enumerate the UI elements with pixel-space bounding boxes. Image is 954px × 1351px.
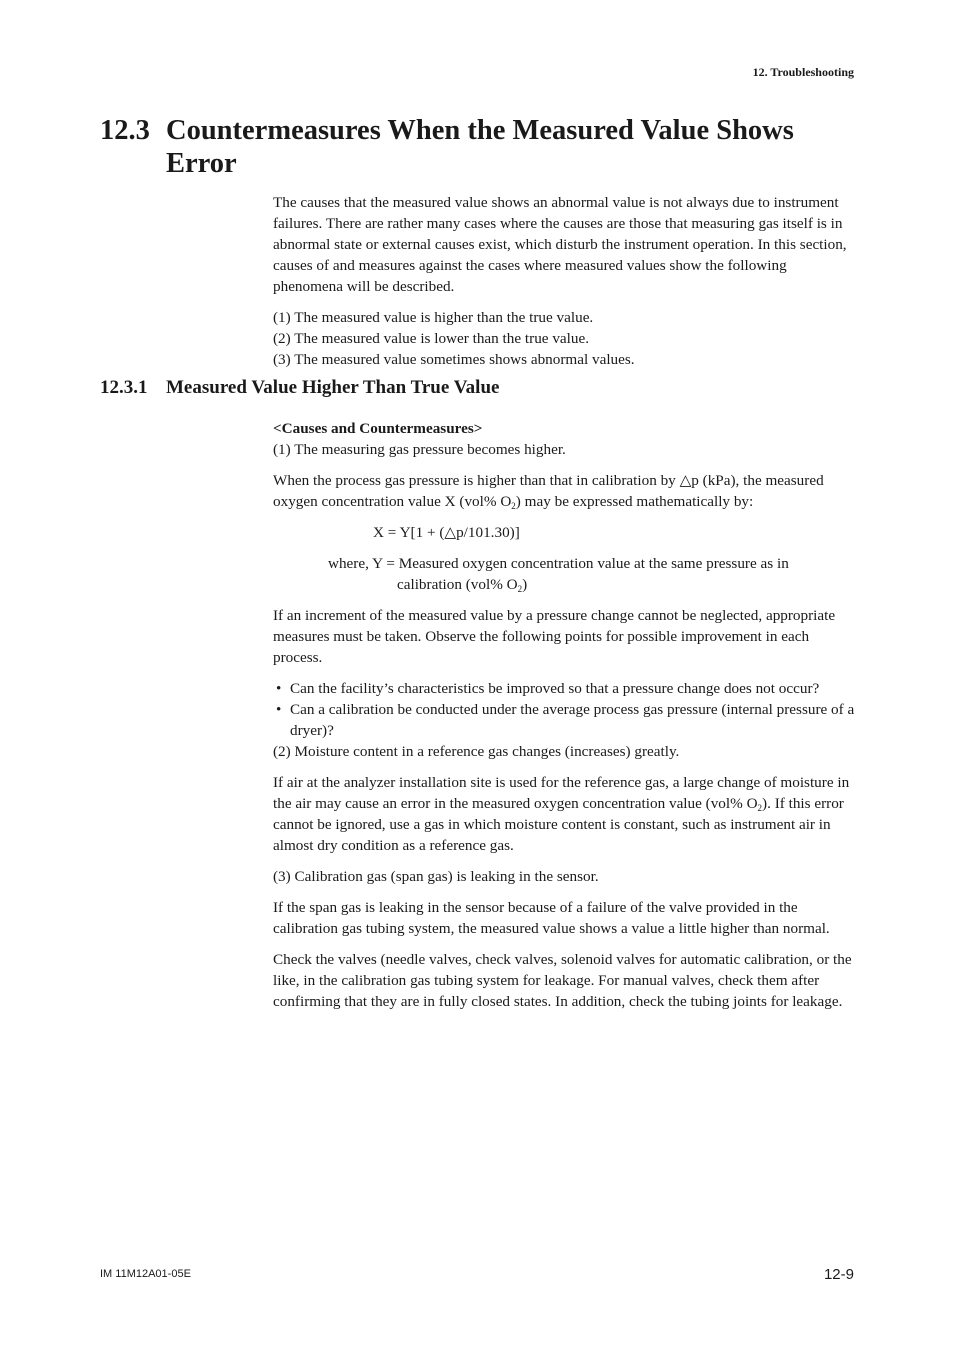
section-number: 12.3 [100,115,150,146]
formula-where-clause: where, Y = Measured oxygen concentration value at the same pressure as in calibration (vol% $O_2$) [328,555,789,594]
subsection-heading [100,377,499,399]
section-title [100,114,860,180]
causes-heading: <Causes and Countermeasures> [273,420,483,437]
document-id: IM 11M12A01-05E [100,1268,191,1280]
subsection-number: 12.3.1 [100,377,148,398]
cause-3-title: (3) Calibration gas (span gas) is leaking in the sensor. [273,868,599,885]
phenomena-list [273,307,857,370]
bullet-item: • Can the facility’s characteristics be improved so that a pressure change does not occur? [273,678,857,699]
page-number: 12-9 [823,1266,854,1283]
pressure-formula: X = Y[1 + (△p/101.30)] [373,524,520,541]
running-header: 12. Troubleshooting [752,65,854,79]
cause-2-paragraph: If air at the analyzer installation site is used for the reference gas, a large change of moisture in the air may cause an error in the measured oxygen concentration value (vol% $O_2$). If this error cannot be ignored, use a gas in which moisture content is constant, such as instrument air in almost dry condition as a reference gas. [273,774,850,854]
bullet-marker: • [276,680,282,697]
section-intro-block [273,192,857,380]
cause-3-paragraph-2: Check the valves (needle valves, check valves, solenoid valves for automatic calibration, or the like, in the calibration gas tubing system for leakage. For manual valves, check them after confirming that they are in fully closed states. In addition, check the tubing joints for leakage. [273,951,852,1010]
bullet-marker: • [276,701,282,718]
section-title-text: Countermeasures When the Measured Value Shows Error [166,115,794,179]
improvement-bullets [273,678,857,741]
cause-1-paragraph: When the process gas pressure is higher than that in calibration by △p (kPa), the measured oxygen concentration value X (vol% $O_2$) may be expressed mathematically by: [273,472,824,511]
subsection-title: Measured Value Higher Than True Value [166,377,500,398]
phenomenon-item: (2) The measured value is lower than the true value. [273,330,590,347]
cause-1-title: (1) The measuring gas pressure becomes higher. [273,441,566,458]
cause-3-paragraph-1: If the span gas is leaking in the sensor because of a failure of the valve provided in the calibration gas tubing system, the measured value shows a value a little higher than normal. [273,899,830,937]
phenomenon-item: (1) The measured value is higher than the true value. [273,309,594,326]
intro-paragraph: The causes that the measured value shows an abnormal value is not always due to instrument failures. There are rather many cases where the causes are those that measuring gas itself is in abnormal state or external causes exist, which disturb the instrument operation. In this section, causes of and measures against the cases where measured values show the following phenomena will be described. [273,194,847,295]
cause-1-paragraph-2: If an increment of the measured value by a pressure change cannot be neglected, appropriate measures must be taken. Observe the following points for possible improvement in each process. [273,607,836,666]
subsection-body [273,418,857,1022]
cause-2-title: (2) Moisture content in a reference gas changes (increases) greatly. [273,743,680,760]
bullet-item: • Can a calibration be conducted under the average process gas pressure (internal pressure of a dryer)? [273,699,857,741]
phenomenon-item: (3) The measured value sometimes shows abnormal values. [273,351,635,368]
